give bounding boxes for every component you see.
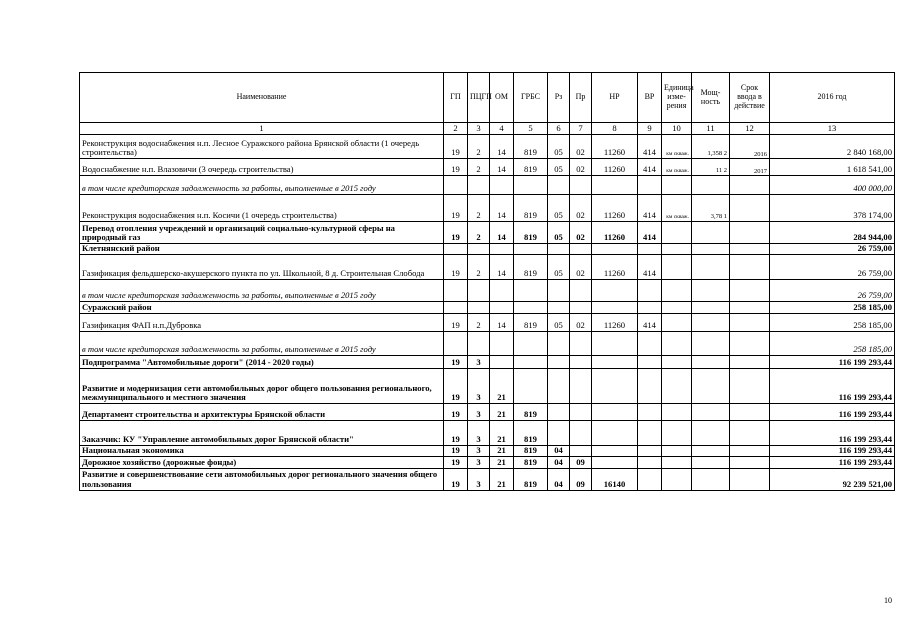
cell-term	[730, 280, 770, 302]
table-row	[80, 332, 895, 356]
header-vr: ВР	[638, 73, 662, 123]
cell-gp: 19	[444, 135, 468, 159]
cell-pcgp: 2	[468, 222, 490, 244]
cell-pcgp: 3	[468, 404, 490, 421]
cell-vr	[638, 468, 662, 490]
table-row	[80, 280, 895, 302]
table-row	[80, 302, 895, 314]
cell-vr: 414	[638, 255, 662, 280]
cell-rz: 05	[548, 314, 570, 332]
cell-term	[730, 332, 770, 356]
column-number: 12	[730, 123, 770, 135]
cell-amount: 116 199 293,44	[770, 356, 895, 369]
cell-nr	[592, 302, 638, 314]
header-pcgp: ПЦГП	[468, 73, 490, 123]
cell-amount: 2 840 168,00	[770, 135, 895, 159]
column-numbers-row	[80, 123, 895, 135]
cell-rz: 04	[548, 446, 570, 457]
cell-unit	[662, 468, 692, 490]
cell-pcgp: 3	[468, 356, 490, 369]
cell-om: 21	[490, 446, 514, 457]
cell-pcgp: 3	[468, 369, 490, 404]
cell-om	[490, 332, 514, 356]
cell-vr	[638, 446, 662, 457]
row-name: Развитие и совершенствование сети автомобильных дорог регионального значения общего пользования	[80, 468, 444, 490]
cell-pr	[570, 332, 592, 356]
cell-amount: 400 000,00	[770, 176, 895, 195]
cell-gp	[444, 302, 468, 314]
cell-vr	[638, 421, 662, 446]
cell-power	[692, 468, 730, 490]
cell-nr	[592, 421, 638, 446]
cell-unit	[662, 244, 692, 255]
cell-grbs: 819	[514, 222, 548, 244]
cell-power	[692, 302, 730, 314]
cell-om: 21	[490, 369, 514, 404]
cell-gp	[444, 176, 468, 195]
header-amount: 2016 год	[770, 73, 895, 123]
cell-grbs	[514, 356, 548, 369]
cell-term	[730, 369, 770, 404]
row-name: Подпрограмма "Автомобильные дороги" (2014 - 2020 годы)	[80, 356, 444, 369]
cell-gp: 19	[444, 159, 468, 176]
cell-pr	[570, 369, 592, 404]
header-name: Наименование	[80, 73, 444, 123]
cell-rz	[548, 404, 570, 421]
cell-amount: 258 185,00	[770, 302, 895, 314]
column-number: 11	[692, 123, 730, 135]
cell-pr: 02	[570, 314, 592, 332]
cell-om	[490, 176, 514, 195]
cell-power	[692, 280, 730, 302]
cell-power: 3,78 1	[692, 195, 730, 222]
column-number: 6	[548, 123, 570, 135]
cell-unit	[662, 314, 692, 332]
cell-gp: 19	[444, 468, 468, 490]
cell-amount: 116 199 293,44	[770, 369, 895, 404]
cell-gp: 19	[444, 356, 468, 369]
cell-amount: 284 944,00	[770, 222, 895, 244]
cell-vr	[638, 176, 662, 195]
cell-grbs: 819	[514, 135, 548, 159]
cell-pcgp: 2	[468, 195, 490, 222]
cell-vr	[638, 356, 662, 369]
cell-pr: 02	[570, 135, 592, 159]
cell-vr: 414	[638, 314, 662, 332]
cell-nr: 11260	[592, 195, 638, 222]
page-number: 10	[884, 596, 892, 605]
cell-grbs: 819	[514, 456, 548, 468]
cell-grbs	[514, 302, 548, 314]
cell-vr	[638, 404, 662, 421]
table-row	[80, 468, 895, 490]
cell-gp: 19	[444, 195, 468, 222]
cell-nr	[592, 280, 638, 302]
table-row	[80, 244, 895, 255]
cell-power	[692, 356, 730, 369]
cell-power: 1,358 2	[692, 135, 730, 159]
row-name: в том числе кредиторская задолженность за работы, выполненные в 2015 году	[80, 332, 444, 356]
cell-om	[490, 280, 514, 302]
cell-gp	[444, 332, 468, 356]
cell-vr: 414	[638, 222, 662, 244]
table-row	[80, 356, 895, 369]
table-row	[80, 421, 895, 446]
cell-term	[730, 356, 770, 369]
cell-amount: 378 174,00	[770, 195, 895, 222]
cell-term	[730, 222, 770, 244]
cell-power	[692, 176, 730, 195]
cell-rz	[548, 332, 570, 356]
cell-pr	[570, 404, 592, 421]
cell-nr	[592, 456, 638, 468]
cell-rz	[548, 302, 570, 314]
column-number: 9	[638, 123, 662, 135]
cell-pcgp: 2	[468, 135, 490, 159]
cell-unit	[662, 302, 692, 314]
cell-grbs: 819	[514, 404, 548, 421]
cell-term	[730, 244, 770, 255]
cell-pr	[570, 356, 592, 369]
cell-nr	[592, 244, 638, 255]
header-nr: НР	[592, 73, 638, 123]
cell-unit	[662, 446, 692, 457]
cell-gp: 19	[444, 446, 468, 457]
cell-rz: 05	[548, 159, 570, 176]
cell-term: 2017	[730, 159, 770, 176]
cell-vr	[638, 332, 662, 356]
cell-nr: 11260	[592, 222, 638, 244]
cell-unit: км скваж.	[662, 195, 692, 222]
cell-pcgp: 3	[468, 468, 490, 490]
column-number: 3	[468, 123, 490, 135]
table-row	[80, 404, 895, 421]
cell-pr: 09	[570, 468, 592, 490]
cell-unit	[662, 356, 692, 369]
cell-om: 14	[490, 314, 514, 332]
cell-gp: 19	[444, 255, 468, 280]
cell-pr: 02	[570, 195, 592, 222]
cell-grbs	[514, 244, 548, 255]
cell-vr	[638, 369, 662, 404]
cell-power	[692, 222, 730, 244]
row-name: Развитие и модернизация сети автомобильных дорог общего пользования регионального, межмуниципального и местного значения	[80, 369, 444, 404]
cell-gp: 19	[444, 404, 468, 421]
cell-pcgp: 3	[468, 421, 490, 446]
cell-pcgp	[468, 280, 490, 302]
cell-grbs: 819	[514, 255, 548, 280]
cell-amount: 116 199 293,44	[770, 404, 895, 421]
cell-pr: 02	[570, 222, 592, 244]
cell-grbs: 819	[514, 314, 548, 332]
cell-unit	[662, 369, 692, 404]
cell-grbs: 819	[514, 421, 548, 446]
table-row	[80, 369, 895, 404]
cell-pr: 09	[570, 456, 592, 468]
cell-term	[730, 314, 770, 332]
row-name: Водоснабжение н.п. Влазовичи (3 очередь строительства)	[80, 159, 444, 176]
table-row	[80, 446, 895, 457]
cell-power	[692, 314, 730, 332]
cell-gp	[444, 244, 468, 255]
cell-rz	[548, 244, 570, 255]
cell-nr	[592, 356, 638, 369]
header-rz: Рз	[548, 73, 570, 123]
cell-amount: 258 185,00	[770, 314, 895, 332]
table-row	[80, 222, 895, 244]
cell-unit	[662, 222, 692, 244]
cell-term	[730, 255, 770, 280]
cell-rz	[548, 176, 570, 195]
cell-term	[730, 195, 770, 222]
cell-vr: 414	[638, 195, 662, 222]
cell-term	[730, 404, 770, 421]
cell-pcgp: 3	[468, 446, 490, 457]
cell-amount: 26 759,00	[770, 244, 895, 255]
cell-om: 14	[490, 135, 514, 159]
cell-pcgp	[468, 244, 490, 255]
cell-amount: 258 185,00	[770, 332, 895, 356]
cell-gp	[444, 280, 468, 302]
cell-pcgp: 2	[468, 314, 490, 332]
cell-power	[692, 456, 730, 468]
column-number: 2	[444, 123, 468, 135]
cell-rz	[548, 280, 570, 302]
cell-power	[692, 404, 730, 421]
cell-pr: 02	[570, 159, 592, 176]
cell-pr: 02	[570, 255, 592, 280]
cell-pcgp: 2	[468, 255, 490, 280]
cell-term	[730, 421, 770, 446]
cell-om: 14	[490, 255, 514, 280]
header-unit: Единица изме-рения	[662, 73, 692, 123]
cell-nr: 11260	[592, 255, 638, 280]
cell-gp: 19	[444, 222, 468, 244]
cell-grbs: 819	[514, 446, 548, 457]
row-name: Заказчик: КУ "Управление автомобильных дорог Брянской области"	[80, 421, 444, 446]
cell-om: 21	[490, 456, 514, 468]
cell-term	[730, 468, 770, 490]
cell-om: 21	[490, 468, 514, 490]
cell-gp: 19	[444, 369, 468, 404]
cell-om	[490, 356, 514, 369]
header-grbs: ГРБС	[514, 73, 548, 123]
cell-rz	[548, 369, 570, 404]
cell-rz: 04	[548, 468, 570, 490]
cell-rz: 04	[548, 456, 570, 468]
cell-om: 21	[490, 404, 514, 421]
cell-amount: 92 239 521,00	[770, 468, 895, 490]
cell-om	[490, 244, 514, 255]
row-name: Клетнянский район	[80, 244, 444, 255]
cell-gp: 19	[444, 421, 468, 446]
cell-vr: 414	[638, 135, 662, 159]
column-number: 5	[514, 123, 548, 135]
cell-vr	[638, 302, 662, 314]
cell-rz: 05	[548, 255, 570, 280]
cell-power	[692, 446, 730, 457]
cell-vr: 414	[638, 159, 662, 176]
table-row	[80, 195, 895, 222]
cell-om	[490, 302, 514, 314]
column-number: 4	[490, 123, 514, 135]
cell-unit	[662, 456, 692, 468]
cell-power	[692, 255, 730, 280]
cell-grbs: 819	[514, 195, 548, 222]
cell-amount: 116 199 293,44	[770, 446, 895, 457]
cell-grbs	[514, 332, 548, 356]
row-name: Газификация фельдшерско-акушерского пункта по ул. Школьной, 8 д. Строительная Слобода	[80, 255, 444, 280]
cell-unit	[662, 404, 692, 421]
cell-nr	[592, 332, 638, 356]
header-pr: Пр	[570, 73, 592, 123]
cell-term	[730, 446, 770, 457]
cell-pcgp: 3	[468, 456, 490, 468]
cell-vr	[638, 244, 662, 255]
cell-rz: 05	[548, 135, 570, 159]
cell-vr	[638, 456, 662, 468]
cell-pr	[570, 176, 592, 195]
table-row	[80, 159, 895, 176]
cell-term	[730, 176, 770, 195]
table-row	[80, 255, 895, 280]
cell-nr: 11260	[592, 159, 638, 176]
column-number: 7	[570, 123, 592, 135]
cell-term	[730, 456, 770, 468]
header-power: Мощ-ность	[692, 73, 730, 123]
row-name: Национальная экономика	[80, 446, 444, 457]
cell-grbs: 819	[514, 159, 548, 176]
cell-rz	[548, 421, 570, 446]
row-name: Реконструкция водоснабжения н.п. Лесное Суражского района Брянской области (1 очередь строительства)	[80, 135, 444, 159]
cell-unit	[662, 255, 692, 280]
cell-gp: 19	[444, 456, 468, 468]
cell-power: 11 2	[692, 159, 730, 176]
cell-unit	[662, 332, 692, 356]
cell-nr	[592, 369, 638, 404]
cell-grbs: 819	[514, 468, 548, 490]
cell-pr	[570, 421, 592, 446]
cell-rz: 05	[548, 195, 570, 222]
cell-power	[692, 421, 730, 446]
cell-amount: 26 759,00	[770, 280, 895, 302]
cell-nr: 11260	[592, 135, 638, 159]
cell-om: 14	[490, 159, 514, 176]
cell-pcgp: 2	[468, 159, 490, 176]
cell-amount: 26 759,00	[770, 255, 895, 280]
cell-amount: 116 199 293,44	[770, 421, 895, 446]
cell-power	[692, 332, 730, 356]
header-gp: ГП	[444, 73, 468, 123]
table-row	[80, 135, 895, 159]
table-row	[80, 176, 895, 195]
cell-power	[692, 244, 730, 255]
column-number: 10	[662, 123, 692, 135]
cell-om: 21	[490, 421, 514, 446]
cell-pcgp	[468, 332, 490, 356]
cell-vr	[638, 280, 662, 302]
cell-pcgp	[468, 176, 490, 195]
cell-pr	[570, 280, 592, 302]
cell-gp: 19	[444, 314, 468, 332]
row-name: в том числе кредиторская задолженность за работы, выполненные в 2015 году	[80, 280, 444, 302]
column-number: 8	[592, 123, 638, 135]
cell-unit	[662, 421, 692, 446]
cell-pr	[570, 244, 592, 255]
cell-nr	[592, 404, 638, 421]
cell-nr	[592, 176, 638, 195]
column-number: 13	[770, 123, 895, 135]
row-name: Суражский район	[80, 302, 444, 314]
column-number: 1	[80, 123, 444, 135]
cell-unit: км скваж.	[662, 135, 692, 159]
header-om: ОМ	[490, 73, 514, 123]
cell-nr: 11260	[592, 314, 638, 332]
cell-amount: 1 618 541,00	[770, 159, 895, 176]
row-name: Перевод отопления учреждений и организаций социально-культурной сферы на природный газ	[80, 222, 444, 244]
cell-unit	[662, 176, 692, 195]
cell-nr	[592, 446, 638, 457]
row-name: Газификация ФАП н.п.Дубровка	[80, 314, 444, 332]
row-name: в том числе кредиторская задолженность за работы, выполненные в 2015 году	[80, 176, 444, 195]
row-name: Дорожное хозяйство (дорожные фонды)	[80, 456, 444, 468]
cell-grbs	[514, 176, 548, 195]
cell-amount: 116 199 293,44	[770, 456, 895, 468]
cell-grbs	[514, 369, 548, 404]
cell-rz	[548, 356, 570, 369]
cell-om: 14	[490, 195, 514, 222]
row-name: Реконструкция водоснабжения н.п. Косичи (1 очередь строительства)	[80, 195, 444, 222]
cell-pr	[570, 302, 592, 314]
cell-unit: км скваж.	[662, 159, 692, 176]
table-body	[80, 135, 895, 491]
cell-om: 14	[490, 222, 514, 244]
cell-pr	[570, 446, 592, 457]
cell-power	[692, 369, 730, 404]
row-name: Департамент строительства и архитектуры Брянской области	[80, 404, 444, 421]
cell-term: 2016	[730, 135, 770, 159]
cell-nr: 16140	[592, 468, 638, 490]
cell-pcgp	[468, 302, 490, 314]
cell-unit	[662, 280, 692, 302]
cell-rz: 05	[548, 222, 570, 244]
cell-grbs	[514, 280, 548, 302]
budget-table	[79, 72, 895, 491]
header-term: Срок ввода в действие	[730, 73, 770, 123]
table-row	[80, 456, 895, 468]
table-row	[80, 314, 895, 332]
cell-term	[730, 302, 770, 314]
